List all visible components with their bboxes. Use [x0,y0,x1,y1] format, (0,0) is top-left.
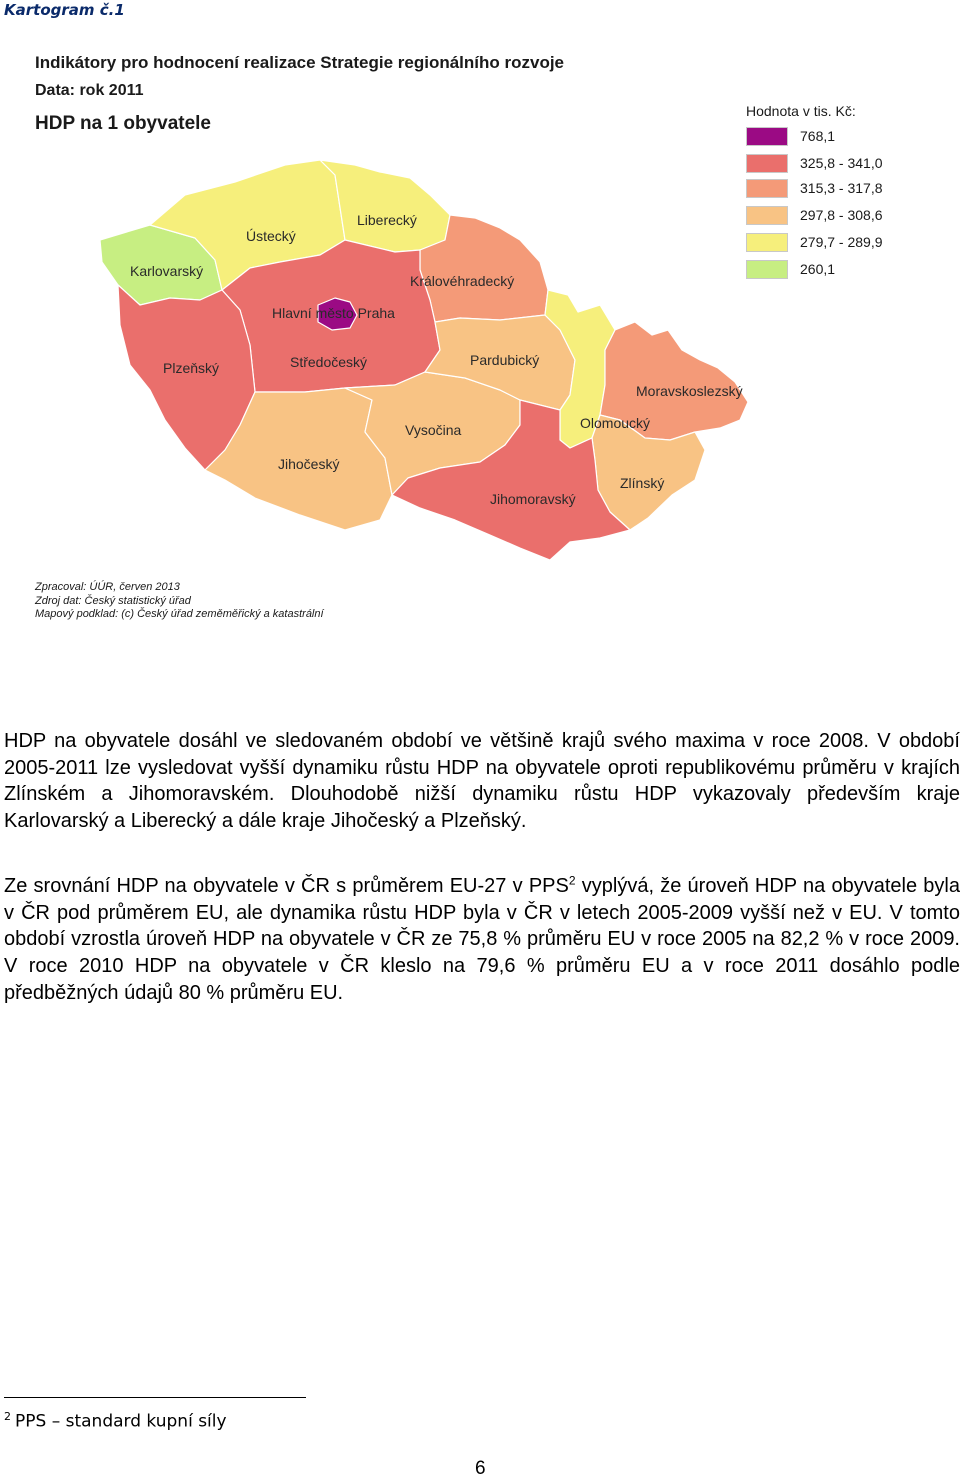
footnote [4,1410,227,1432]
footnote-mark: 2 [4,1410,11,1423]
legend-label: 279,7 - 289,9 [800,234,883,250]
label-moravskoslezsky: Moravskoslezský [636,383,743,399]
legend-swatch [746,127,788,146]
map-data-year: Data: rok 2011 [35,82,144,99]
label-olomoucky: Olomoucký [580,415,651,431]
legend-item [746,153,883,173]
credit-line: Zpracoval: ÚÚR, červen 2013 [35,581,180,593]
page-number: 6 [475,1458,486,1479]
label-vysocina: Vysočina [405,422,462,438]
legend-label: 315,3 - 317,8 [800,180,883,196]
label-kralovehradecky: Královéhradecký [410,273,515,289]
label-zlinsky: Zlínský [620,475,665,491]
label-pardubicky: Pardubický [470,352,540,368]
paragraph-text: Ze srovnání HDP na obyvatele v ČR s průměrem EU-27 v PPS [4,875,569,897]
figure-caption: Kartogram č.1 [4,1,125,19]
footnote-ref[interactable]: 2 [568,873,576,888]
legend-swatch [746,260,788,279]
paragraph-text: vyplývá, že úroveň HDP na obyvatele byla v ČR pod průměrem EU, ale dynamika růstu HDP byla v ČR v letech 2005-2009 vyšší než v EU. V tomto období vzrostla úroveň HDP na obyvatele v ČR ze 75,8 % průměru EU v roce 2005 na 82,2 % v roce 2009. V roce 2010 HDP na obyvatele v ČR kleslo na 79,6 % průměru EU a v roce 2011 dosáhlo podle předběžných údajů 80 % průměru EU. [4,875,960,1004]
credit-line: Zdroj dat: Český statistický úřad [35,594,191,607]
legend-item [746,205,883,225]
legend-swatch [746,154,788,173]
legend-label: 768,1 [800,128,836,144]
label-plzensky: Plzeňský [163,360,220,376]
label-praha: Hlavní město Praha [272,305,395,321]
legend-label: 297,8 - 308,6 [800,207,883,223]
paragraph [4,873,960,1007]
map-indicator: HDP na 1 obyvatele [35,113,212,134]
legend-label: 325,8 - 341,0 [800,155,883,171]
footnote-separator [4,1397,306,1398]
paragraph: HDP na obyvatele dosáhl ve sledovaném období ve většině krajů svého maxima v roce 2008. V období 2005-2011 lze vysledovat vyšší dynamiku růstu HDP na obyvatele oproti republikovému průměru v krajích Zlínském a Jihomoravském. Dlouhodobě nižší dynamiku růstu HDP vykazovaly především kraje Karlovarský a Liberecký a dále kraje Jihočeský a Plzeňský. [4,730,960,833]
legend-swatch [746,206,788,225]
legend-item [746,232,883,252]
legend-title: Hodnota v tis. Kč: [746,103,856,119]
label-stredocesky: Středočeský [290,354,368,370]
footnote-text: PPS – standard kupní síly [15,1411,227,1432]
legend-item [746,259,835,279]
label-jihocesky: Jihočeský [278,456,340,472]
credit-line: Mapový podklad: (c) Český úřad zeměměřický a katastrální [35,608,324,620]
legend-item [746,178,883,198]
legend-label: 260,1 [800,261,836,277]
map-title: Indikátory pro hodnocení realizace Strategie regionálního rozvoje [35,53,565,72]
legend-item [746,126,835,146]
label-liberecky: Liberecký [357,212,417,228]
legend-swatch [746,233,788,252]
label-jihomoravsky: Jihomoravský [490,491,576,507]
legend-swatch [746,179,788,198]
label-ustecky: Ústecký [246,228,296,244]
label-karlovarsky: Karlovarský [130,263,204,279]
map-credits [35,581,324,622]
